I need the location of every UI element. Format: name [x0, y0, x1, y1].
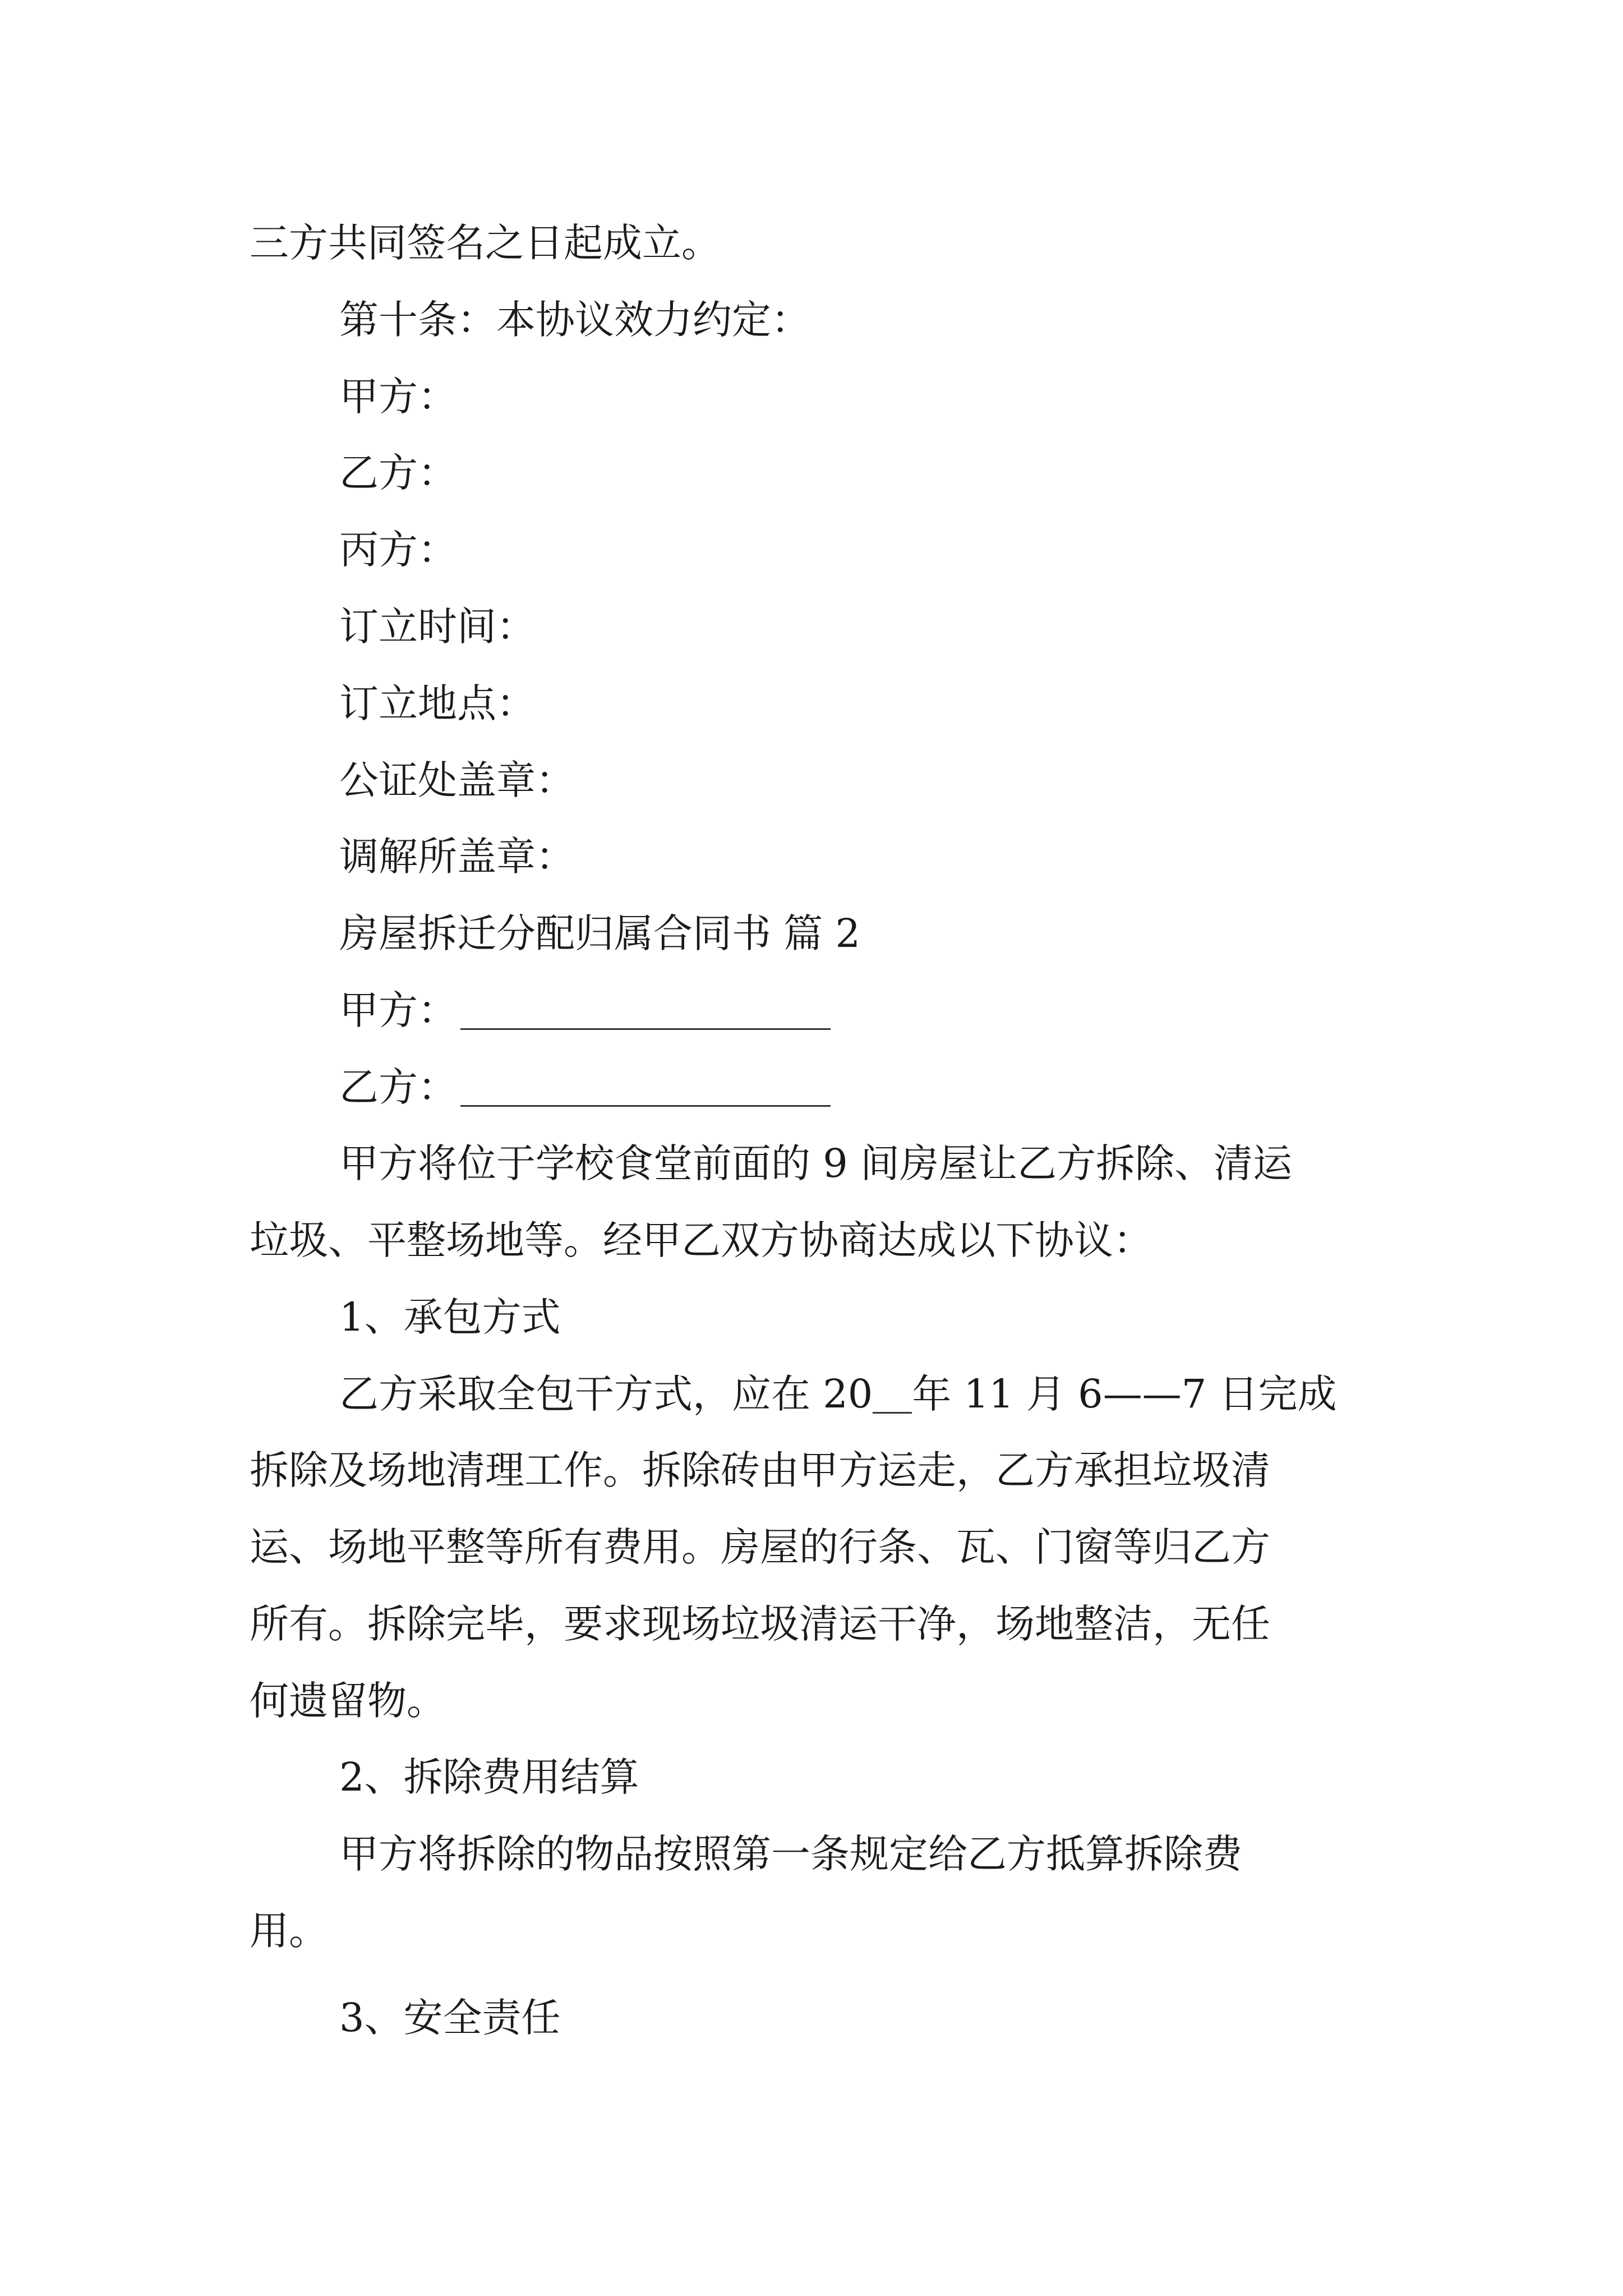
body-line: 何遗留物。	[250, 1678, 446, 1724]
clause-heading-2: 2、拆除费用结算	[339, 1754, 639, 1800]
mediation-seal-label: 调解所盖章：	[339, 834, 575, 880]
clause-heading-3: 3、安全责任	[339, 1995, 561, 2041]
body-line: 甲方将拆除的物品按照第一条规定给乙方抵算拆除费	[339, 1831, 1242, 1877]
clause-heading-1: 1、承包方式	[339, 1294, 561, 1340]
signing-time-label: 订立时间：	[339, 604, 536, 650]
party-b-blank	[460, 1070, 831, 1107]
body-line: 甲方将位于学校食堂前面的 9 间房屋让乙方拆除、清运	[339, 1140, 1293, 1186]
party-a-label: 甲方：	[339, 374, 457, 420]
year-blank	[873, 1377, 912, 1414]
party-b-field	[339, 1064, 831, 1110]
signing-place-label: 订立地点：	[339, 680, 536, 726]
party-a-field	[339, 987, 831, 1033]
section-title: 房屋拆迁分配归属合同书 篇 2	[339, 910, 861, 956]
body-line-part: 年 11 月 6——7 日完成	[912, 1371, 1337, 1417]
body-line: 所有。拆除完毕，要求现场垃圾清运干净，场地整洁，无任	[250, 1601, 1270, 1647]
party-b-field-label: 乙方：	[339, 1064, 457, 1110]
body-line-with-blank	[339, 1371, 1337, 1417]
body-line: 拆除及场地清理工作。拆除砖由甲方运走，乙方承担垃圾清	[250, 1447, 1270, 1493]
party-c-label: 丙方：	[339, 527, 457, 573]
body-line: 用。	[250, 1908, 328, 1954]
party-a-blank	[460, 993, 831, 1030]
notary-seal-label: 公证处盖章：	[339, 757, 575, 803]
article-heading: 第十条：本协议效力约定：	[339, 297, 810, 343]
party-b-label: 乙方：	[339, 450, 457, 496]
party-a-field-label: 甲方：	[339, 987, 457, 1033]
body-line-part: 乙方采取全包干方式，应在 20	[339, 1371, 873, 1417]
body-line: 运、场地平整等所有费用。房屋的行条、瓦、门窗等归乙方	[250, 1524, 1270, 1570]
body-line: 垃圾、平整场地等。经甲乙双方协商达成以下协议：	[250, 1217, 1152, 1263]
paragraph-continuation: 三方共同签名之日起成立。	[250, 220, 721, 266]
